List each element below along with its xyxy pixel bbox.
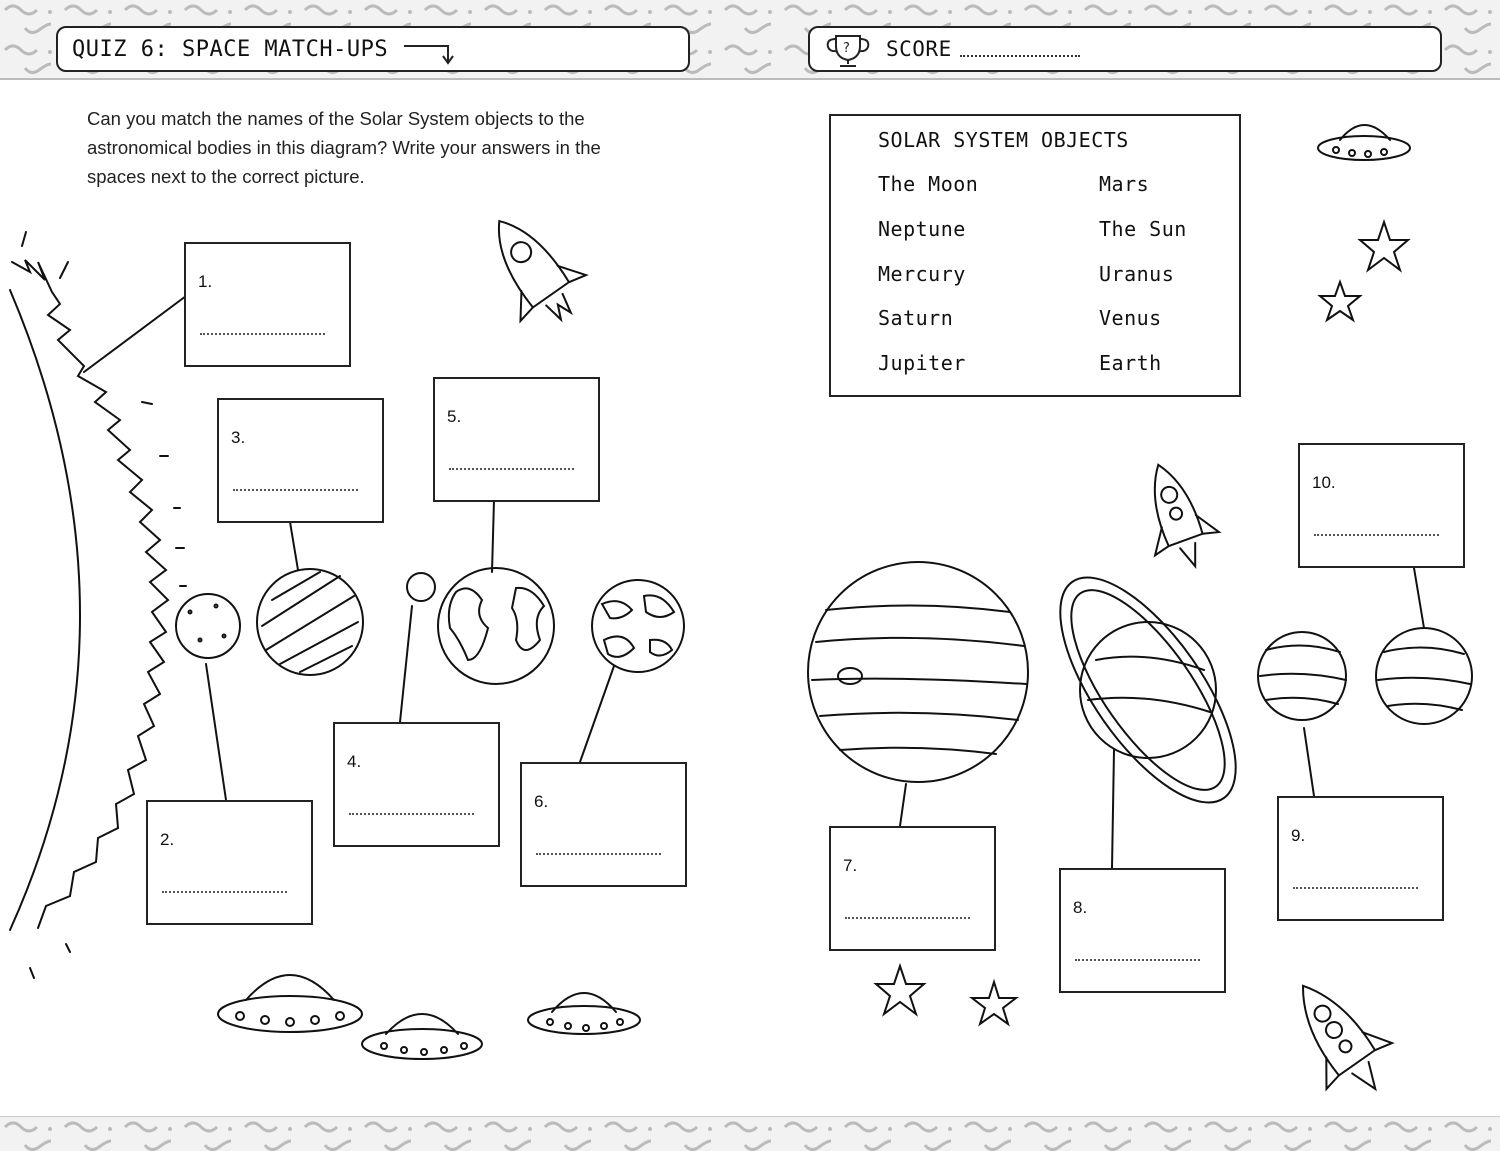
answer-box-6[interactable] <box>520 762 687 887</box>
score-label: SCORE <box>886 37 952 61</box>
planet-icon <box>1376 628 1472 724</box>
object-item: Saturn <box>878 306 954 331</box>
ufo-icon <box>528 993 640 1034</box>
answer-box-9[interactable] <box>1277 796 1444 921</box>
answer-line[interactable] <box>1293 887 1418 889</box>
object-item: Earth <box>1099 351 1162 376</box>
answer-box-2[interactable] <box>146 800 313 925</box>
instructions-text: Can you match the names of the Solar System objects to the astronomical bodies in this diagram? Write your answers in the spaces next to the correct picture. <box>87 108 601 187</box>
quiz-title: QUIZ 6: SPACE MATCH-UPS <box>72 36 389 62</box>
answer-box-4[interactable] <box>333 722 500 847</box>
answer-line[interactable] <box>1314 534 1439 536</box>
answer-box-3[interactable] <box>217 398 384 523</box>
answer-box-8[interactable] <box>1059 868 1226 993</box>
ufo-icon <box>362 1014 482 1059</box>
planet-icon <box>1258 632 1346 720</box>
object-item: Uranus <box>1099 261 1175 286</box>
bottom-pattern-border <box>0 1116 1500 1151</box>
answer-number: 2. <box>160 830 175 849</box>
answer-box-7[interactable] <box>829 826 996 951</box>
planet-icon <box>257 569 363 675</box>
star-icon <box>1320 282 1360 320</box>
rocket-icon <box>1126 453 1227 578</box>
answer-number: 10. <box>1312 473 1336 492</box>
score-input-line[interactable] <box>960 41 1080 57</box>
answer-line[interactable] <box>1075 959 1200 961</box>
object-item: Neptune <box>878 216 966 241</box>
planet-icon <box>592 580 684 672</box>
object-item: Jupiter <box>878 351 966 376</box>
answer-box-10[interactable] <box>1298 443 1465 568</box>
planet-icon <box>407 573 435 601</box>
rocket-icon <box>467 198 599 339</box>
planet-icon <box>176 594 240 658</box>
answer-line[interactable] <box>349 813 474 815</box>
svg-text:?: ? <box>843 41 850 56</box>
answer-number: 8. <box>1073 898 1088 917</box>
objects-right-column <box>1099 172 1187 396</box>
object-item: Mars <box>1099 172 1150 196</box>
answer-box-1[interactable] <box>184 242 351 367</box>
object-item: The Moon <box>878 172 979 196</box>
answer-number: 7. <box>843 856 858 875</box>
planet-icon <box>808 562 1028 782</box>
star-icon <box>876 966 924 1014</box>
objects-box-title: SOLAR SYSTEM OBJECTS <box>878 128 1129 152</box>
rocket-icon <box>1270 963 1408 1112</box>
answer-line[interactable] <box>536 853 661 855</box>
planet-icon <box>1028 551 1268 829</box>
objects-left-column <box>878 172 978 396</box>
arrow-icon <box>400 32 456 66</box>
star-icon <box>1360 222 1408 270</box>
object-item: Venus <box>1099 306 1162 331</box>
object-item: The Sun <box>1099 216 1187 241</box>
object-item: Mercury <box>878 261 966 286</box>
answer-line[interactable] <box>449 468 574 470</box>
ufo-icon <box>218 975 362 1032</box>
answer-number: 5. <box>447 407 462 426</box>
planet-icon <box>438 568 554 684</box>
answer-line[interactable] <box>233 489 358 491</box>
star-icon <box>972 982 1016 1024</box>
answer-line[interactable] <box>845 917 970 919</box>
answer-number: 9. <box>1291 826 1306 845</box>
answer-line[interactable] <box>162 891 287 893</box>
solar-system-objects-box <box>829 114 1241 397</box>
answer-number: 3. <box>231 428 246 447</box>
answer-number: 1. <box>198 272 213 291</box>
answer-number: 4. <box>347 752 362 771</box>
quiz-title-box <box>56 26 690 72</box>
answer-line[interactable] <box>200 333 325 335</box>
answer-box-5[interactable] <box>433 377 600 502</box>
ufo-icon <box>1318 125 1410 160</box>
answer-number: 6. <box>534 792 549 811</box>
score-box <box>808 26 1442 72</box>
trophy-icon <box>820 30 876 70</box>
